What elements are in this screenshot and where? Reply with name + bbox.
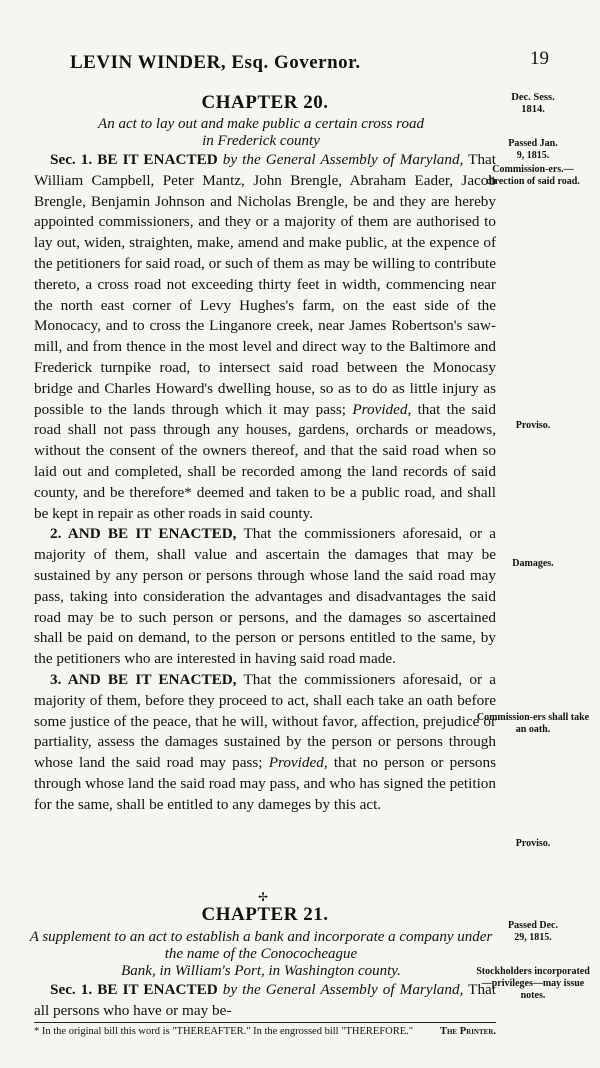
- margin-year: 1814.: [521, 104, 545, 115]
- chapter-20-title-line1: An act to lay out and make public a certain cross road: [98, 116, 424, 132]
- ch21-sec1-lead: by the General Assembly of Maryland,: [222, 981, 464, 998]
- sec2-text: That the commissioners aforesaid, or a majority of them, shall value and ascertain the damages that may be sustained by any person or persons through whose land the said road may pass, taking into consideration the advantages and disadvantages the said road may be to such person or persons, and the damages so ascertained shall be paid on demand, to the person or persons entitled to the same, by the petitioners who are interested in having said road made.: [34, 525, 496, 668]
- sec2-label: 2. AND BE IT ENACTED,: [50, 525, 237, 543]
- margin-damages: Damages.: [512, 558, 554, 569]
- sec1-text2: that the said road shall not pass through any houses, gardens, orchards or meadows, without the consent of the owners thereof, and that the said road when so laid out and completed, shall be recorded among the land records of said county, and be therefore* deemed and taken to be a public road, and shall be kept in repair as other roads in said county.: [34, 400, 496, 522]
- chapter-20-title-line2: in Frederick county: [202, 133, 320, 149]
- margin-passed-dec-date: 29, 1815.: [514, 932, 552, 943]
- margin-passed-dec: [474, 920, 592, 944]
- chapter-21-title-line2: Bank, in William's Port, in Washington county.: [121, 963, 401, 979]
- footnote-signature: The Printer.: [439, 1026, 496, 1037]
- margin-passed-dec-label: Passed Dec.: [508, 920, 558, 931]
- page-number: 19: [530, 48, 549, 69]
- footnote-text: * In the original bill this word is "THEREAFTER." In the engrossed bill "THEREFORE.": [34, 1026, 414, 1037]
- chapter-20-body: [34, 150, 496, 816]
- margin-stockholders: Stockholders incorporated—privileges—may issue notes.: [476, 966, 590, 1001]
- sec3-label: 3. AND BE IT ENACTED,: [50, 670, 237, 688]
- margin-proviso-1: Proviso.: [515, 420, 551, 431]
- chapter-21-title-line1: A supplement to an act to establish a bank and incorporate a company under the name of the Conococheague: [29, 929, 493, 962]
- ch21-sec1-text: That all persons who have or may be-: [34, 981, 497, 1019]
- margin-commission-direction: Commission-ers.—direction of said road.: [486, 164, 580, 187]
- margin-commission-oath: Commission-ers shall take an oath.: [476, 712, 590, 735]
- chapter-20-section-2: [34, 524, 496, 670]
- chapter-20-section-1: [34, 150, 496, 524]
- chapter-21-title: [26, 929, 496, 980]
- running-title: LEVIN WINDER, Esq. Governor.: [70, 52, 361, 73]
- sec1-provided: Provided,: [352, 400, 412, 418]
- chapter-21-heading: CHAPTER 21.: [201, 904, 329, 925]
- margin-session: [474, 92, 592, 116]
- chapter-20-section-3: [34, 670, 496, 816]
- margin-passed-jan: [474, 138, 592, 162]
- margin-dec-sess: Dec. Sess.: [511, 92, 555, 103]
- footnote-rule: [34, 1022, 496, 1023]
- sec1-label: Sec. 1. BE IT ENACTED: [50, 151, 218, 168]
- sec3-provided: Provided,: [268, 754, 328, 772]
- chapter-21-body: [34, 980, 496, 1022]
- sec1-lead: by the General Assembly of Maryland,: [222, 151, 464, 168]
- margin-passed-jan-date: 9, 1815.: [516, 150, 550, 161]
- sec3-text: That the commissioners aforesaid, or a majority of them, before they proceed to act, shall each take an oath before some justice of the peace, that he will, without favor, affection, prejudice or partiality, assess the damages sustained by the person or persons through whose land the said road may pass;: [34, 670, 496, 772]
- chapter-20-title: [26, 116, 496, 150]
- margin-proviso-2: Proviso.: [515, 838, 551, 849]
- sec1-text: That William Campbell, Peter Mantz, John Brengle, Abraham Eader, Jacob Brengle, Benjamin Johnson and Nicholas Brengle, be and they are hereby appointed commissioners, and they or a majority of them are authorised to lay out, widen, straighten, make, amend and make public, at the expence of the petitioners for said road, or such of them as may be willing to contribute thereto, a cross road not exceeding thirty feet in width, commencing near the north east corner of Levy Hughes's farm, on the east side of the Monocacy, and to cross the Linganore creek, near James Robertson's saw-mill, and from thence in the most level and direct way to the Baltimore and Frederick turnpike road, to intersect said road between the Monocasy bridge and Charles Howard's dwelling house, so as to do as little injury as possible to the lands through which it may pass;: [34, 151, 497, 418]
- sec3-text2: that no person or persons through whose land the said road may pass, and who has signed the petition for the same, shall be entitled to any dameges by this act.: [34, 754, 497, 813]
- chapter-21-section-1: [34, 980, 496, 1022]
- chapter-20-heading: CHAPTER 20.: [201, 92, 329, 113]
- ch21-sec1-label: Sec. 1. BE IT ENACTED: [50, 981, 218, 998]
- margin-passed-jan-label: Passed Jan.: [508, 138, 558, 149]
- footnote: [34, 1025, 496, 1038]
- ornament-icon: ✢: [258, 890, 269, 904]
